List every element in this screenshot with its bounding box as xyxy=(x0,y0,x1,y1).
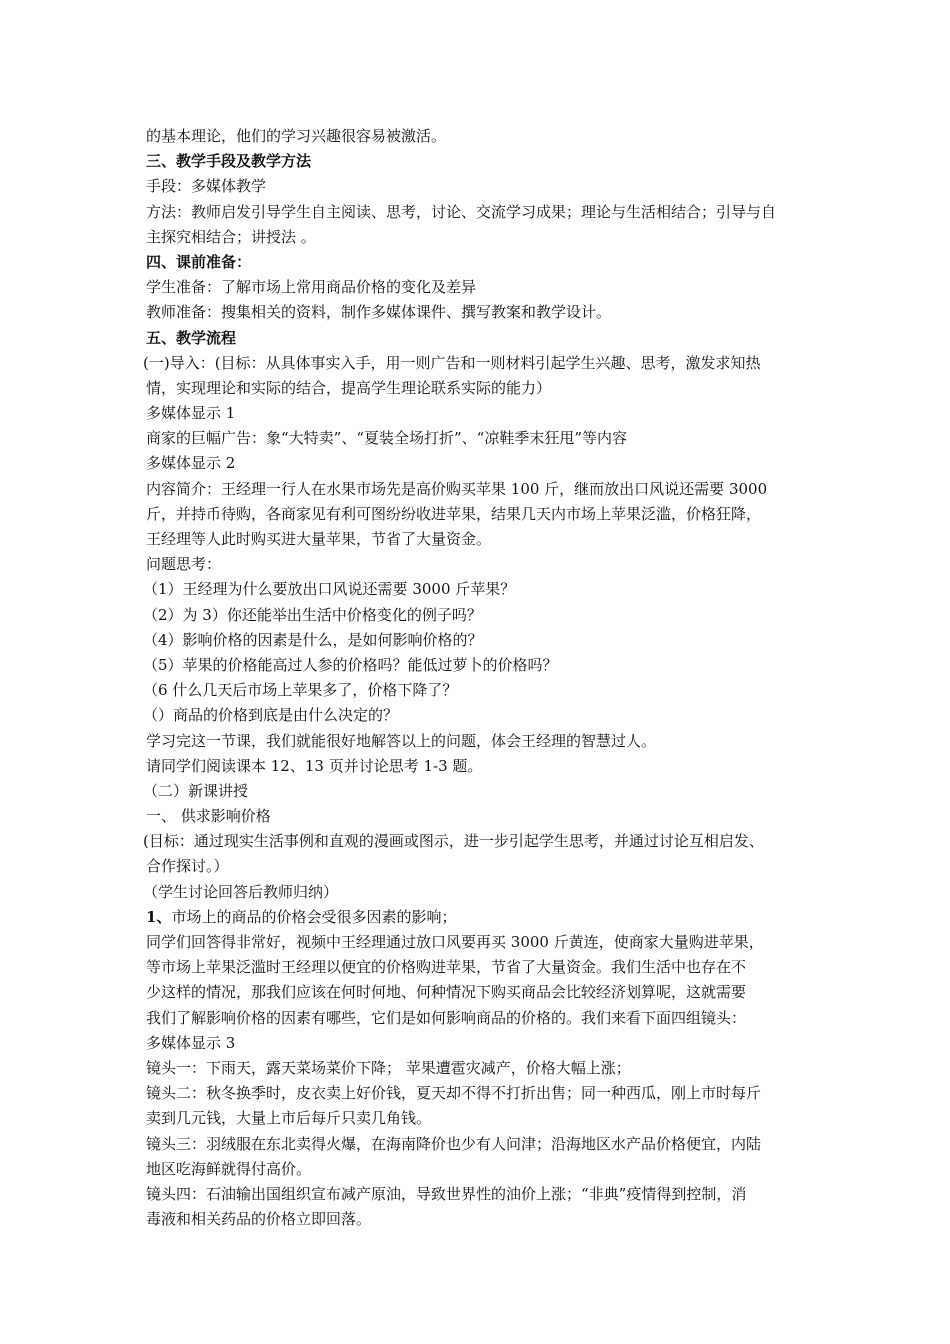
text-line: 的基本理论，他们的学习兴趣很容易被激活。 xyxy=(146,127,447,145)
text-line: 问题思考： xyxy=(146,555,222,574)
text-line: （5）苹果的价格能高过人参的价格吗？能低过萝卜的价格吗？ xyxy=(143,655,558,674)
text-line: 卖到几元钱，大量上市后每斤只卖几角钱。 xyxy=(146,1109,432,1128)
text-line: 镜头二：秋冬换季时，皮衣卖上好价钱，夏天却不得不打折出售；同一种西瓜，刚上市时每斤 xyxy=(146,1084,762,1103)
text-line: （1）王经理为什么要放出口风说还需要 3000 斤苹果？ xyxy=(143,580,516,599)
text-line: 多媒体显示 1 xyxy=(146,404,236,423)
text-line: 斤，并持币待购，各商家见有利可图纷纷收进苹果，结果几天内市场上苹果泛滥，价格狂降， xyxy=(146,504,762,523)
text-line: 我们了解影响价格的因素有哪些，它们是如何影响商品的价格的。我们来看下面四组镜头： xyxy=(146,1008,747,1027)
item-text: 市场上的商品的价格会受很多因素的影响； xyxy=(171,907,457,926)
text-line: 情，实现理论和实际的结合，提高学生理论联系实际的能力） xyxy=(146,378,552,397)
text-line: （4）影响价格的因素是什么，是如何影响价格的？ xyxy=(143,630,483,649)
text-line: 镜头四：石油输出国组织宣布减产原油，导致世界性的油价上涨；“非典”疫情得到控制，消 xyxy=(146,1184,747,1203)
text-line: 请同学们阅读课本 12、13 页并讨论思考 1-3 题。 xyxy=(146,756,483,775)
text-line: 镜头一：下雨天，露天菜场菜价下降； 苹果遭雹灾减产，价格大幅上涨； xyxy=(146,1058,631,1077)
text-line: 手段：多媒体教学 xyxy=(146,177,267,196)
item-number: 1、 xyxy=(146,907,172,926)
text-line: 地区吃海鲜就得付高价。 xyxy=(146,1159,312,1178)
text-line: （）商品的价格到底是由什么决定的？ xyxy=(143,706,399,725)
text-line: （二）新课讲授 xyxy=(143,781,249,800)
text-line: 多媒体显示 3 xyxy=(146,1033,236,1052)
text-line: (目标：通过现实生活事例和直观的漫画或图示，进一步引起学生思考，并通过讨论互相启发、 xyxy=(143,832,764,851)
text-line: 王经理等人此时购买进大量苹果，节省了大量资金。 xyxy=(146,530,492,548)
text-line: （6 什么几天后市场上苹果多了，价格下降了？ xyxy=(143,681,458,700)
section-heading: 五、教学流程 xyxy=(146,328,237,347)
text-line: 学生准备：了解市场上常用商品价格的变化及差异 xyxy=(146,278,477,297)
text-line: (一)导入：(目标：从具体事实入手，用一则广告和一则材料引起学生兴趣、思考，激发求知热 xyxy=(143,353,761,372)
text-line: 多媒体显示 2 xyxy=(146,454,236,473)
text-line: （学生讨论回答后教师归纳） xyxy=(143,882,339,901)
text-line: （2）为 3）你还能举出生活中价格变化的例子吗？ xyxy=(143,605,482,624)
text-line: 一、 供求影响价格 xyxy=(146,807,271,826)
text-line: 镜头三：羽绒服在东北卖得火爆，在海南降价也少有人问津；沿海地区水产品价格便宜，内陆 xyxy=(146,1134,762,1153)
section-heading: 三、教学手段及教学方法 xyxy=(146,152,312,171)
text-line: 毒液和相关药品的价格立即回落。 xyxy=(146,1210,372,1229)
text-line xyxy=(146,905,816,930)
section-heading: 四、课前准备： xyxy=(146,252,252,271)
text-line: 商家的巨幅广告：象“大特卖”、“夏装全场打折”、“凉鞋季末狂甩”等内容 xyxy=(146,429,628,448)
text-line: 少这样的情况，那我们应该在何时何地、何种情况下购买商品会比较经济划算呢，这就需要 xyxy=(146,983,747,1002)
text-line: 内容简介：王经理一行人在水果市场先是高价购买苹果 100 斤，继而放出口风说还需要 3000 xyxy=(146,479,768,498)
text-line: 主探究相结合；讲授法 。 xyxy=(146,227,316,246)
text-line: 合作探讨。） xyxy=(146,857,229,876)
text-line: 学习完这一节课，我们就能很好地解答以上的问题，体会王经理的智慧过人。 xyxy=(146,731,657,750)
document-body xyxy=(143,124,816,1232)
text-line: 教师准备：搜集相关的资料，制作多媒体课件、撰写教案和教学设计。 xyxy=(146,303,612,322)
text-line: 同学们回答得非常好，视频中王经理通过放口风要再买 3000 斤黄连，使商家大量购进苹果， xyxy=(146,933,764,951)
text-line: 等市场上苹果泛滥时王经理以便宜的价格购进苹果，节省了大量资金。我们生活中也存在不 xyxy=(146,958,747,977)
text-line: 方法：教师启发引导学生自主阅读、思考，讨论、交流学习成果；理论与生活相结合；引导与自 xyxy=(146,202,777,221)
